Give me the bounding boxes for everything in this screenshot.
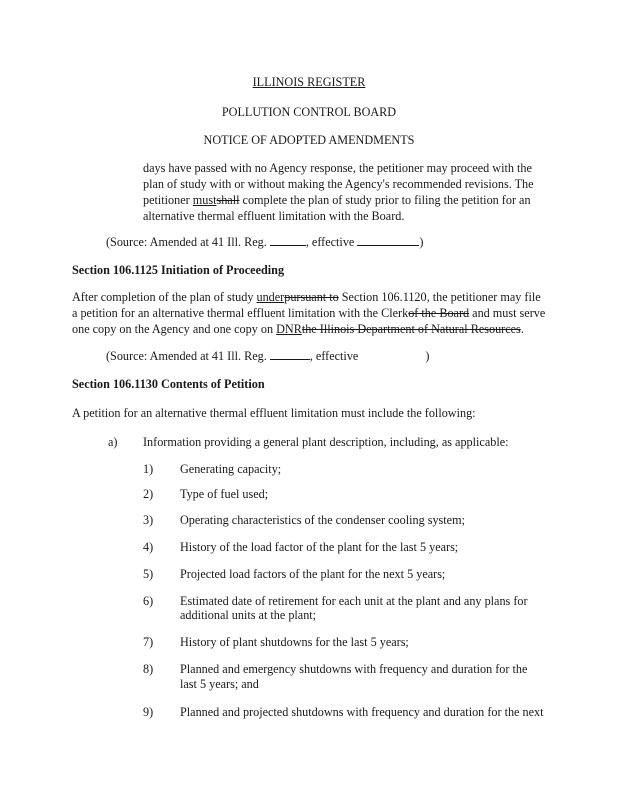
item-text: History of plant shutdowns for the last 5 years; [180,635,409,649]
reg-blank [270,234,306,246]
sec1130-intro: A petition for an alternative thermal effluent limitation must include the following: [72,406,476,420]
item-num: 9) [143,705,154,719]
cont-line-1: days have passed with no Agency response, the petitioner may proceed with the [143,161,532,175]
source-note-1: (Source: Amended at 41 Ill. Reg. , effective ) [106,235,424,249]
register-title: ILLINOIS REGISTER [252,75,366,89]
subsection-a-label: a) [108,435,118,449]
item-text: Projected load factors of the plant for the next 5 years; [180,567,446,581]
inserted-must: must [192,193,217,207]
cont-line-2: plan of study with or without making the Agency's recommended revisions. The [143,177,534,191]
subsection-a-text: Information providing a general plant description, including, as applicable: [143,435,509,449]
deleted-shall: shall [216,193,240,207]
item-text: Estimated date of retirement for each unit at the plant and any plans for [180,594,528,608]
item-num: 4) [143,540,154,554]
effective-blank [357,234,419,246]
item-num: 5) [143,567,154,581]
item-text-cont: additional units at the plant; [180,608,317,622]
item-num: 8) [143,662,154,676]
section-1125-heading: Section 106.1125 Initiation of Proceeding [72,263,285,277]
item-num: 7) [143,635,154,649]
sec1125-line-1: After completion of the plan of study underpursuant to Section 106.1120, the petitioner may file [72,290,541,304]
sec1125-line-3: one copy on the Agency and one copy on DNRthe Illinois Department of Natural Resources. [72,322,524,336]
item-text: Operating characteristics of the condenser cooling system; [180,513,465,527]
item-text: Planned and projected shutdowns with frequency and duration for the next [180,705,544,719]
item-text: Generating capacity; [180,462,282,476]
section-1130-heading: Section 106.1130 Contents of Petition [72,377,265,391]
item-num: 3) [143,513,154,527]
reg-blank [270,348,310,360]
notice-title: NOTICE OF ADOPTED AMENDMENTS [203,133,415,147]
item-num: 1) [143,462,154,476]
agency-title: POLLUTION CONTROL BOARD [221,105,397,119]
item-num: 2) [143,487,154,501]
item-text: Type of fuel used; [180,487,269,501]
cont-line-3: petitioner mustshall complete the plan of study prior to filing the petition for an [143,193,531,207]
item-text: Planned and emergency shutdowns with frequency and duration for the [180,662,528,676]
sec1125-line-2: a petition for an alternative thermal effluent limitation with the Clerkof the Board and must serve [72,306,546,320]
item-num: 6) [143,594,154,608]
item-text: History of the load factor of the plant for the last 5 years; [180,540,459,554]
item-text-cont: last 5 years; and [180,677,259,691]
source-note-2: (Source: Amended at 41 Ill. Reg. , effective ) [106,349,430,363]
cont-line-4: alternative thermal effluent limitation with the Board. [143,209,405,223]
